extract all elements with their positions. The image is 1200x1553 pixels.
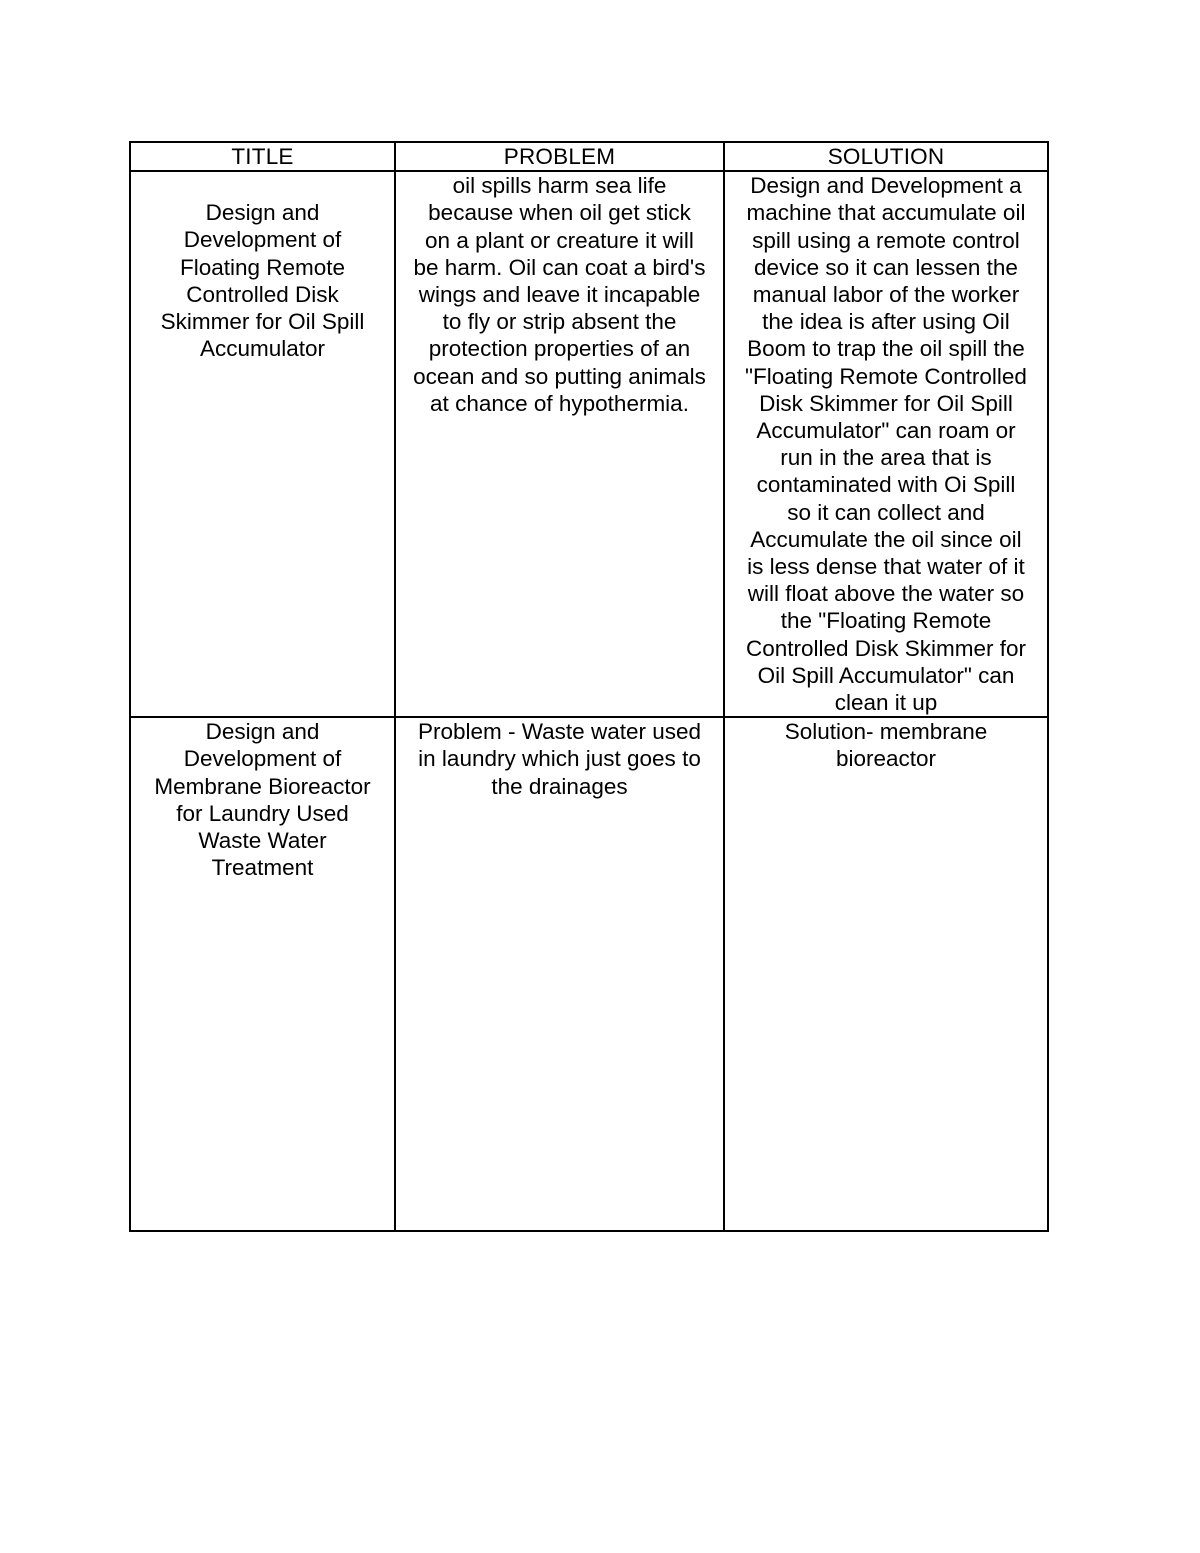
row-1-title-cell: Design and Development of Floating Remote Controlled Disk Skimmer for Oil Spill Accumulator xyxy=(130,171,395,717)
header-solution: SOLUTION xyxy=(724,142,1048,171)
title-problem-solution-table xyxy=(129,141,1049,1232)
table-row xyxy=(130,171,1048,717)
header-problem: PROBLEM xyxy=(395,142,724,171)
row-2-title-cell: Design and Development of Membrane Bioreactor for Laundry Used Waste Water Treatment xyxy=(130,717,395,1231)
table-header-row xyxy=(130,142,1048,171)
table-row xyxy=(130,717,1048,1231)
row-2-problem-cell: Problem - Waste water used in laundry which just goes to the drainages xyxy=(395,717,724,1231)
row-1-problem-cell: oil spills harm sea life because when oil get stick on a plant or creature it will be harm. Oil can coat a bird's wings and leave it incapable to fly or strip absent the protection properties of an ocean and so putting animals at chance of hypothermia. xyxy=(395,171,724,717)
row-2-solution-cell: Solution- membrane bioreactor xyxy=(724,717,1048,1231)
row-1-solution-cell: Design and Development a machine that accumulate oil spill using a remote control device so it can lessen the manual labor of the worker the idea is after using Oil Boom to trap the oil spill the "Floating Remote Controlled Disk Skimmer for Oil Spill Accumulator" can roam or run in the area that is contaminated with Oi Spill so it can collect and Accumulate the oil since oil is less dense that water of it will float above the water so the "Floating Remote Controlled Disk Skimmer for Oil Spill Accumulator" can clean it up xyxy=(724,171,1048,717)
header-title: TITLE xyxy=(130,142,395,171)
